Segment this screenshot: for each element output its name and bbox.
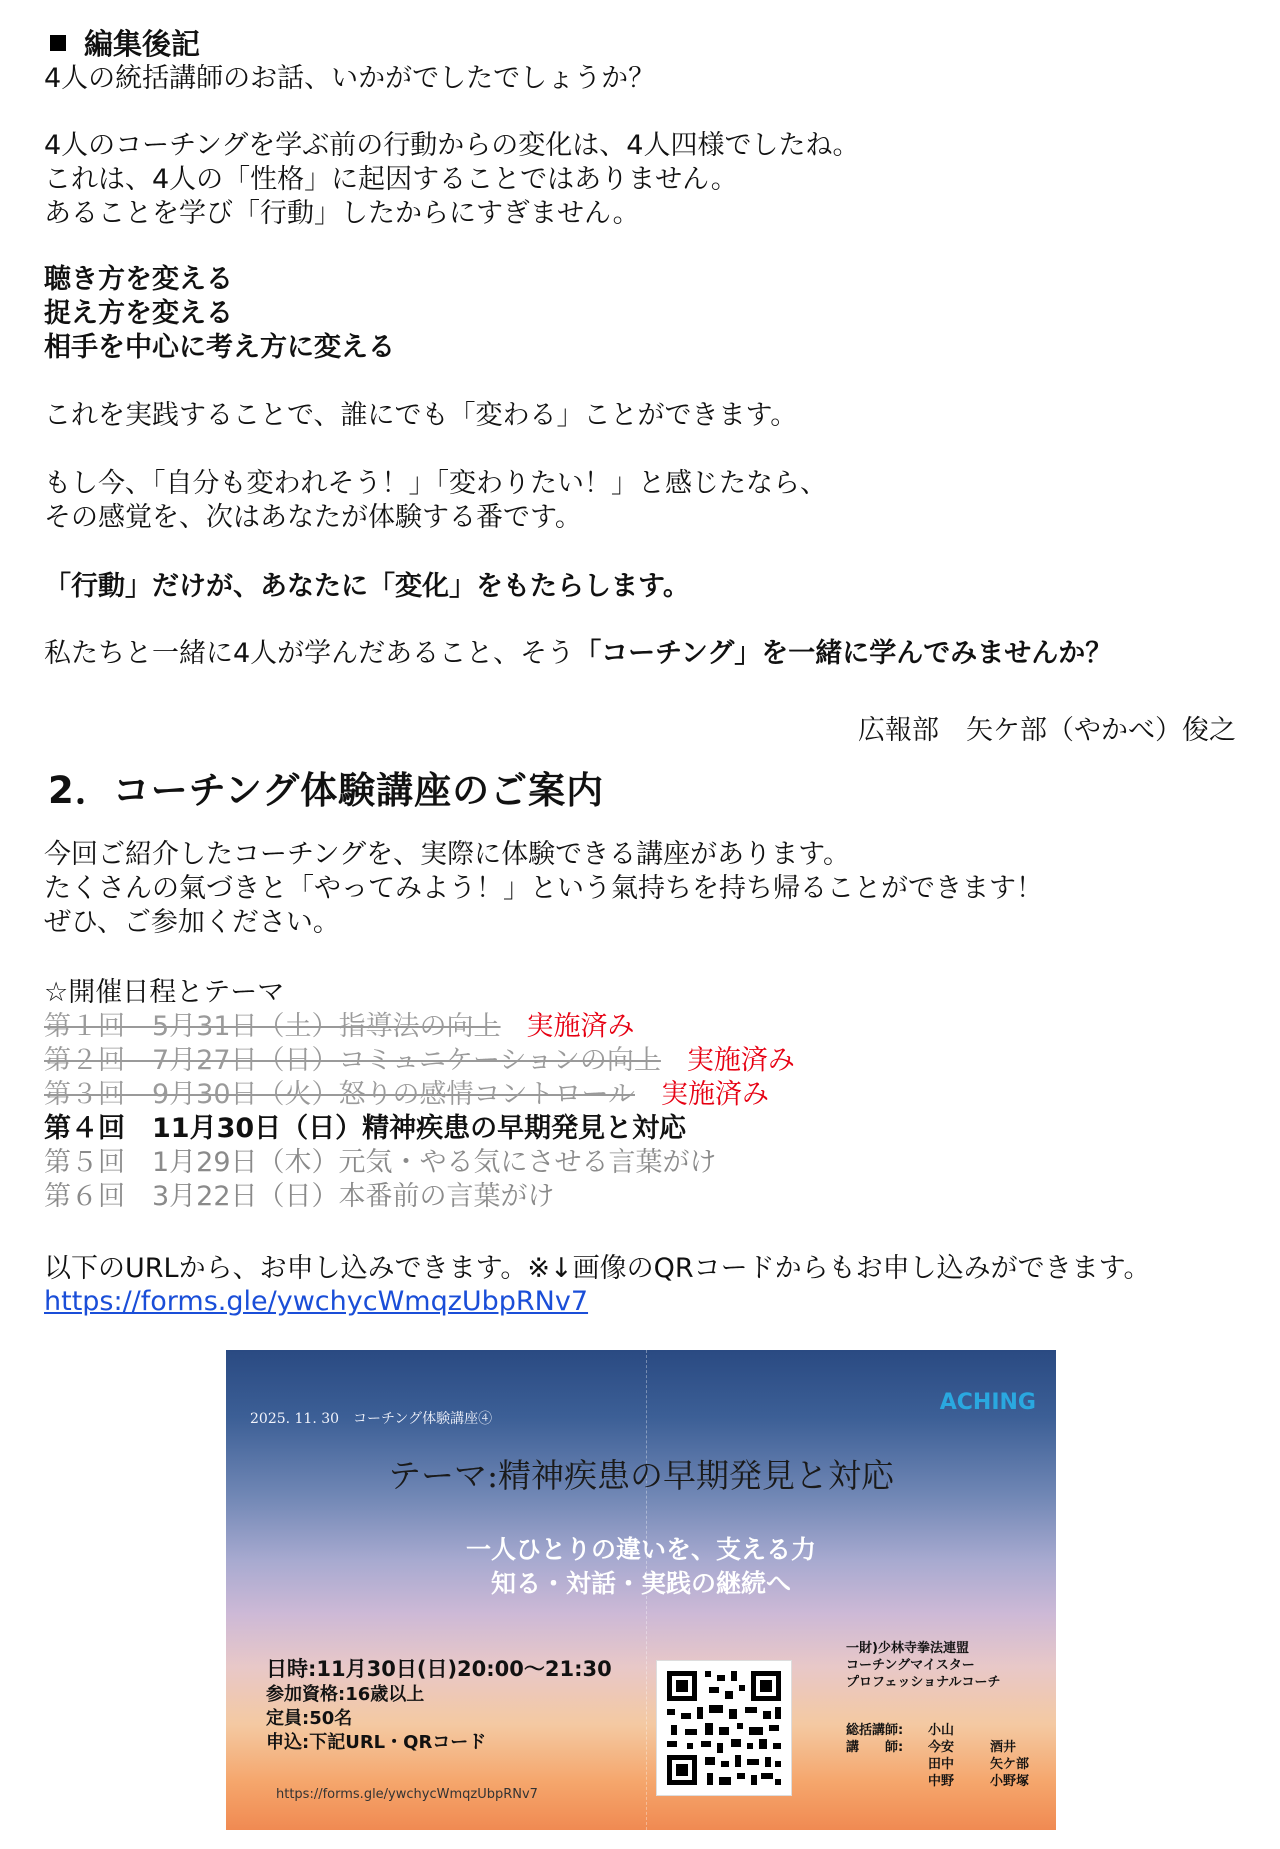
session-2: 第２回 7月27日（日）コミュニケーションの向上 実施済み [44,1045,795,1076]
emphasis-line: 「行動」だけが、あなたに「変化」をもたらします。 [44,571,690,602]
session-5: 第５回 1月29日（木）元気・やる気にさせる言葉がけ [44,1147,717,1178]
session-6: 第６回 3月22日（日）本番前の言葉がけ [44,1181,555,1212]
flyer-theme: テーマ:精神疾患の早期発見と対応 [387,1456,895,1495]
done-badge: 実施済み [526,1011,635,1042]
flyer-organization: 一財)少林寺拳法連盟 コーチングマイスター プロフェッショナルコーチ [846,1641,1001,1690]
flyer-staff: 総括講師: 小山 講 師: 今安 酒井 田中 矢ケ部 中野 小野塚 [846,1723,1030,1789]
invite-line: 私たちと一緒に4人が学んだあること、そう「コーチング」を一緒に学んでみませんか？ [44,638,1113,669]
flyer-date: 2025. 11. 30 コーチング体験講座④ [250,1411,493,1427]
done-badge: 実施済み [686,1045,795,1076]
section2-intro: 今回ご紹介したコーチングを、実際に体験できる講座があります。 たくさんの氣づきと「やってみよう！」という氣持ちを持ち帰ることができます！ ぜひ、ご参加ください。 [44,839,1043,938]
bold-points: 聴き方を変える 捉え方を変える 相手を中心に考え方に変える [44,264,395,363]
paragraph-practice: これを実践することで、誰にでも「変わる」ことができます。 [44,400,798,431]
schedule-list [44,976,795,1214]
registration-link[interactable]: https://forms.gle/ywchycWmqzUbpRNv7 [44,1286,589,1317]
schedule-title: ☆開催日程とテーマ [44,977,285,1008]
signature: 広報部 矢ケ部（やかべ）俊之 [858,715,1236,746]
flyer-url: https://forms.gle/ywchycWmqzUbpRNv7 [276,1787,538,1802]
paragraph-feel: もし今、「自分も変われそう！」「変わりたい！」と感じたなら、 その感覚を、次はあなたが体験する番です。 [44,468,827,533]
paragraph-change: 4人のコーチングを学ぶ前の行動からの変化は、4人四様でしたね。 これは、4人の「性格」に起因することではありません。 あることを学び「行動」したからにすぎません。 [44,130,860,229]
coaching-logo: ACHING [939,1390,1036,1415]
flyer-subtitle-1: 一人ひとりの違いを、支える力 [465,1535,816,1564]
qr-code-icon[interactable] [656,1660,792,1796]
editor-note-heading: 編集後記 [50,22,200,63]
apply-text: 以下のURLから、お申し込みできます。※↓画像のQRコードからもお申し込みができます。 [44,1253,1151,1284]
session-3: 第３回 9月30日（火）怒りの感情コントロール 実施済み [44,1079,769,1110]
session-4-current: 第４回 11月30日（日）精神疾患の早期発見と対応 [44,1113,687,1144]
done-badge: 実施済み [661,1079,769,1110]
session-1: 第１回 5月31日（土）指導法の向上 実施済み [44,1011,635,1042]
intro-line: 4人の統括講師のお話、いかがでしたでしょうか？ [44,63,656,94]
square-bullet-icon [50,35,66,51]
event-flyer-image [226,1350,1056,1830]
flyer-event-info: 日時:11月30日(日)20:00～21:30 参加資格:16歳以上 定員:50名 申込:下記URL・QRコード [266,1657,612,1753]
flyer-subtitle-2: 知る・対話・実践の継続へ [490,1569,791,1598]
section2-heading: 2．コーチング体験講座のご案内 [48,769,605,812]
